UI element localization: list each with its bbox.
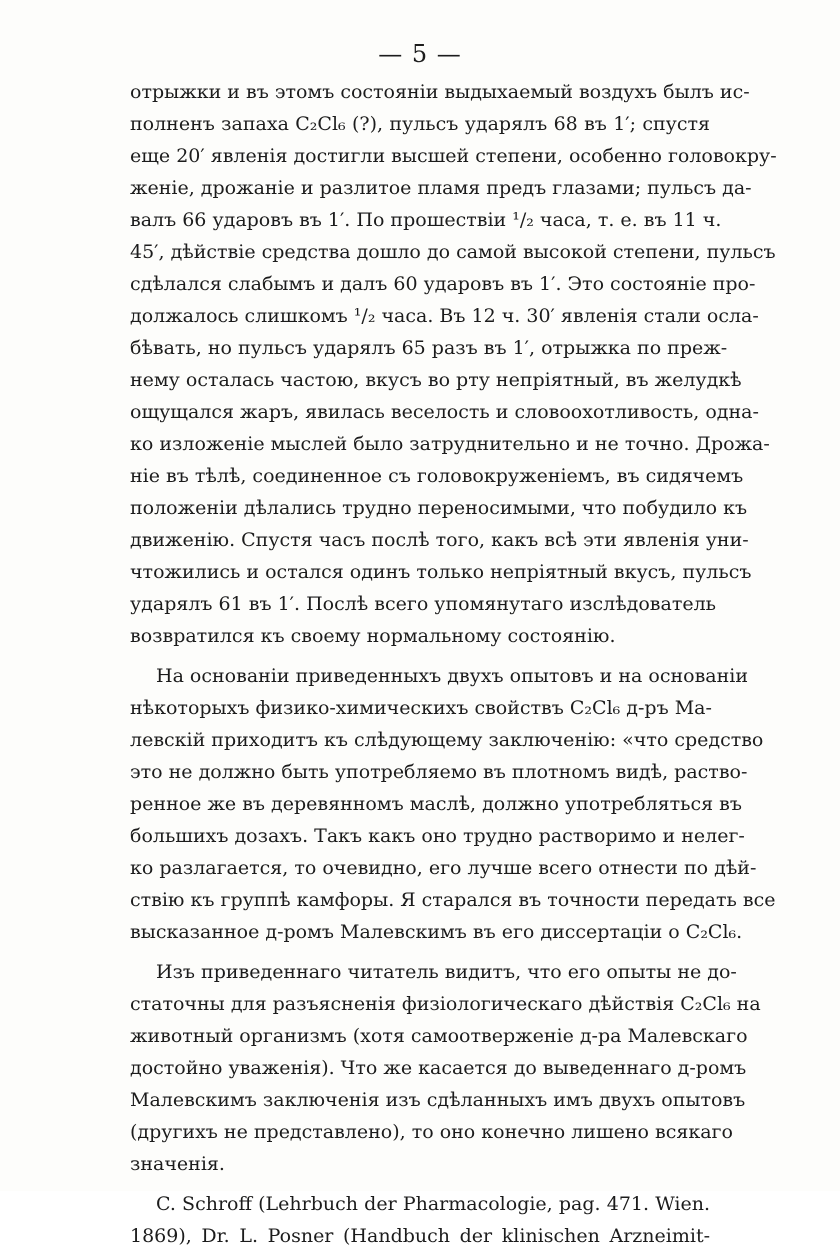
text-line: большихъ дозахъ. Такъ какъ оно трудно растворимо и нелег-: [130, 825, 745, 847]
text-line: сдѣлался слабымъ и далъ 60 ударовъ въ 1′. Это состояніе про-: [130, 273, 756, 295]
text-line: возвратился къ своему нормальному состоянію.: [130, 625, 616, 647]
text-line: Изъ приведеннаго читатель видитъ, что его опыты не до-: [156, 961, 737, 983]
text-line: ствію къ группѣ камфоры. Я старался въ точности передать все: [130, 889, 776, 911]
text-line: ренное же въ деревянномъ маслѣ, должно употребляться въ: [130, 793, 742, 815]
text-line: бѣвать, но пульсъ ударялъ 65 разъ въ 1′, отрыжка по преж-: [130, 337, 728, 359]
text-line: валъ 66 ударовъ въ 1′. По прошествіи ¹/₂ часа, т. е. въ 11 ч.: [130, 209, 722, 231]
text-line: чтожились и остался одинъ только непріятный вкусъ, пульсъ: [130, 561, 752, 583]
text-line: животный организмъ (хотя самоотверженіе д-ра Малевскаго: [130, 1025, 748, 1047]
text-line: 45′, дѣйствіе средства дошло до самой высокой степени, пульсъ: [130, 241, 776, 263]
text-line: ніе въ тѣлѣ, соединенное съ головокруженіемъ, въ сидячемъ: [130, 465, 744, 487]
text-line: На основаніи приведенныхъ двухъ опытовъ и на основаніи: [156, 665, 749, 687]
text-line: женіе, дрожаніе и разлитое пламя предъ глазами; пульсъ да-: [130, 177, 752, 199]
text-line: ударялъ 61 въ 1′. Послѣ всего упомянутаго изслѣдователь: [130, 593, 716, 615]
text-line: отрыжки и въ этомъ состояніи выдыхаемый воздухъ былъ ис-: [130, 81, 750, 103]
text-line: еще 20′ явленія достигли высшей степени, особенно головокру-: [130, 145, 777, 167]
text-line: достойно уваженія). Что же касается до выведеннаго д-ромъ: [130, 1057, 747, 1079]
body-text: [130, 76, 777, 1252]
text-line: ощущался жаръ, явилась веселость и словоохотливость, одна-: [130, 401, 759, 423]
text-line: значенія.: [130, 1153, 225, 1175]
text-line: полненъ запаха C₂Cl₆ (?), пульсъ ударялъ 68 въ 1′; спустя: [130, 113, 710, 135]
text-line: статочны для разъясненія физіологическаго дѣйствія C₂Cl₆ на: [130, 993, 761, 1015]
text-line: нему осталась частою, вкусъ во рту непріятный, въ желудкѣ: [130, 369, 742, 391]
text-line: C. Schroff (Lehrbuch der Pharmacologie, pag. 471. Wien.: [156, 1193, 710, 1215]
text-line: должалось слишкомъ ¹/₂ часа. Въ 12 ч. 30′ явленія стали осла-: [130, 305, 759, 327]
text-line: нѣкоторыхъ физико-химическихъ свойствъ C₂Cl₆ д-ръ Ма-: [130, 697, 712, 719]
text-line: 1869), Dr. L. Posner (Handbuch der klinischen Arzneimit-: [130, 1225, 710, 1247]
text-line: движенію. Спустя часъ послѣ того, какъ всѣ эти явленія уни-: [130, 529, 749, 551]
text-line: положеніи дѣлались трудно переносимыми, что побудило къ: [130, 497, 748, 519]
text-line: ко изложеніе мыслей было затруднительно и не точно. Дрожа-: [130, 433, 770, 455]
text-line: (другихъ не представлено), то оно конечно лишено всякаго: [130, 1121, 733, 1143]
text-line: левскій приходитъ къ слѣдующему заключенію: «что средство: [130, 729, 764, 751]
text-line: высказанное д-ромъ Малевскимъ въ его диссертаціи о C₂Cl₆.: [130, 921, 743, 943]
page-number: — 5 —: [378, 40, 462, 68]
text-line: Малевскимъ заключенія изъ сдѣланныхъ имъ двухъ опытовъ: [130, 1089, 746, 1111]
text-line: ко разлагается, то очевидно, его лучше всего отнести по дѣй-: [130, 857, 757, 879]
text-line: это не должно быть употребляемо въ плотномъ видѣ, раство-: [130, 761, 748, 783]
